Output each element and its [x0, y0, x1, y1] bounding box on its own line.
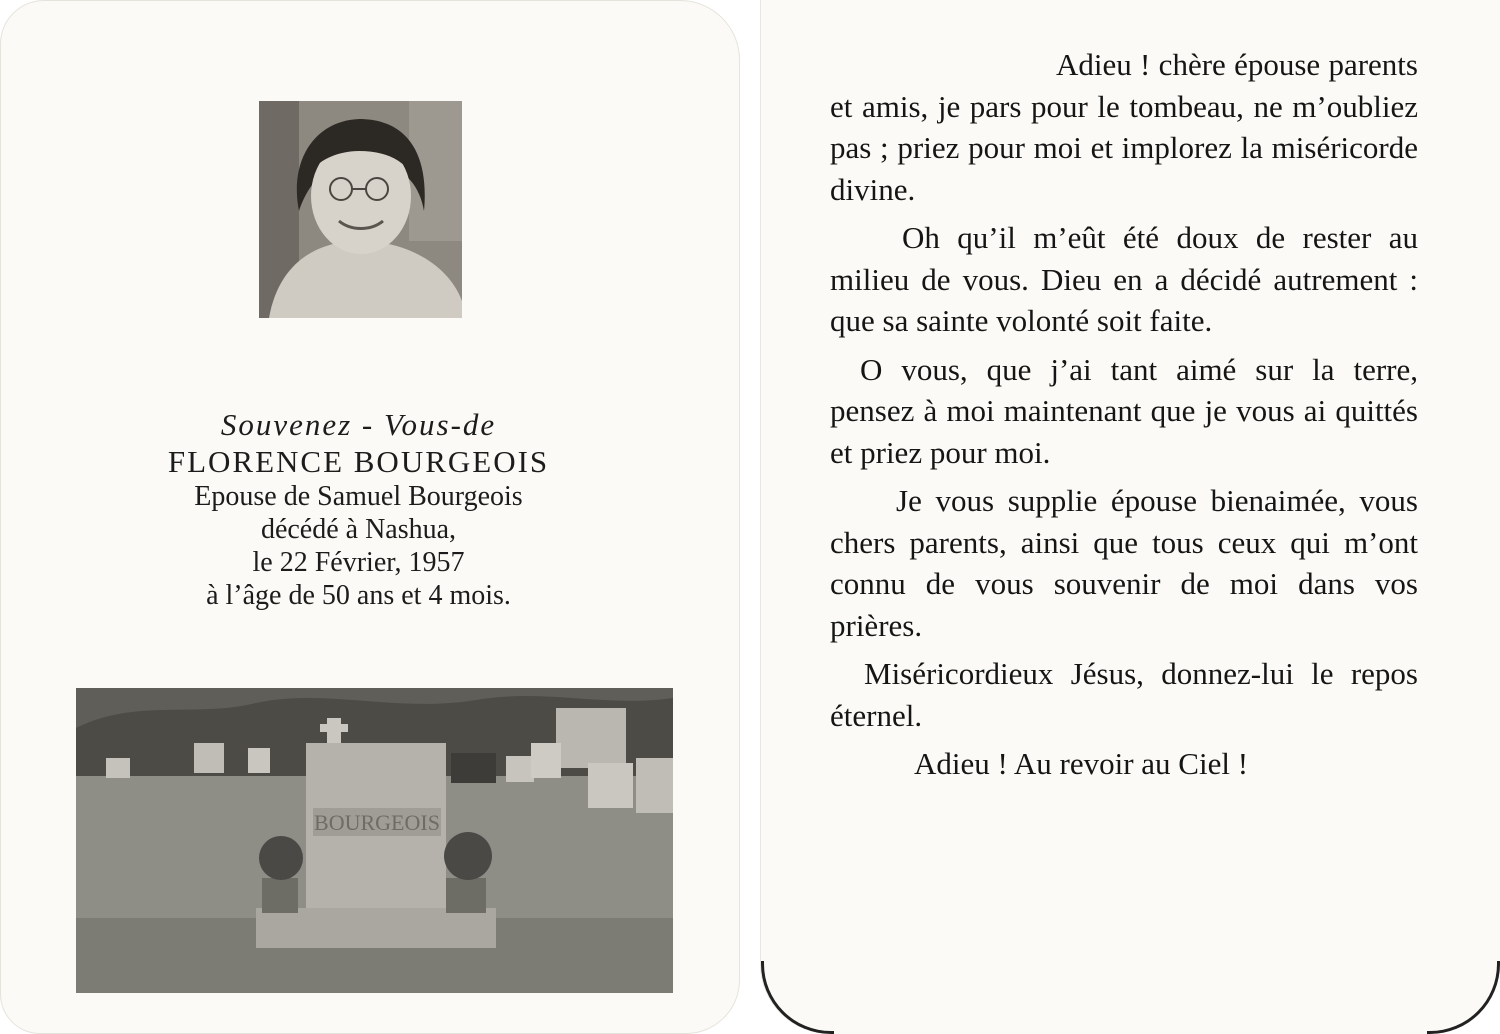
remember-heading: Souvenez - Vous-de [220, 407, 497, 442]
prayer-paragraph: Oh qu’il m’eût été doux de rester au milieu de vous. Dieu en a décidé autrement : que sa sainte volonté soit faite. [830, 220, 1418, 338]
gravestone-photo [76, 688, 673, 993]
date-of-death: le 22 Février, 1957 [252, 547, 465, 579]
portrait-photo [259, 101, 462, 318]
age-at-death: à l’âge de 50 ans et 4 mois. [206, 580, 511, 612]
spouse-line: Epouse de Samuel Bourgeois [194, 481, 523, 513]
tombstone-inscription: BOURGEOIS [314, 810, 440, 835]
memorial-card-front [0, 0, 740, 1034]
card-corner-right [1427, 961, 1500, 1034]
prayer-paragraph: Adieu ! Au revoir au Ciel ! [914, 746, 1249, 781]
prayer-paragraph: Miséricordieux Jésus, donnez-lui le repos éternel. [830, 656, 1418, 733]
deceased-name: FLORENCE BOURGEOIS [167, 443, 550, 479]
memorial-text [81, 407, 636, 612]
prayer-paragraph: Adieu ! chère épouse parents et amis, je pars pour le tombeau, ne m’oubliez pas ; priez pour moi et implorez la miséricorde divine. [830, 47, 1418, 207]
card-corner-left [761, 961, 834, 1034]
prayer-paragraph: Je vous supplie épouse bienaimée, vous chers parents, ainsi que tous ceux qui m’ont connu de vous souvenir de moi dans vos prières. [830, 483, 1418, 643]
farewell-prayer [830, 44, 1418, 792]
place-of-death: décédé à Nashua, [260, 514, 457, 546]
prayer-paragraph: O vous, que j’ai tant aimé sur la terre, pensez à moi maintenant que je vous ai quittés et priez pour moi. [830, 351, 1418, 470]
